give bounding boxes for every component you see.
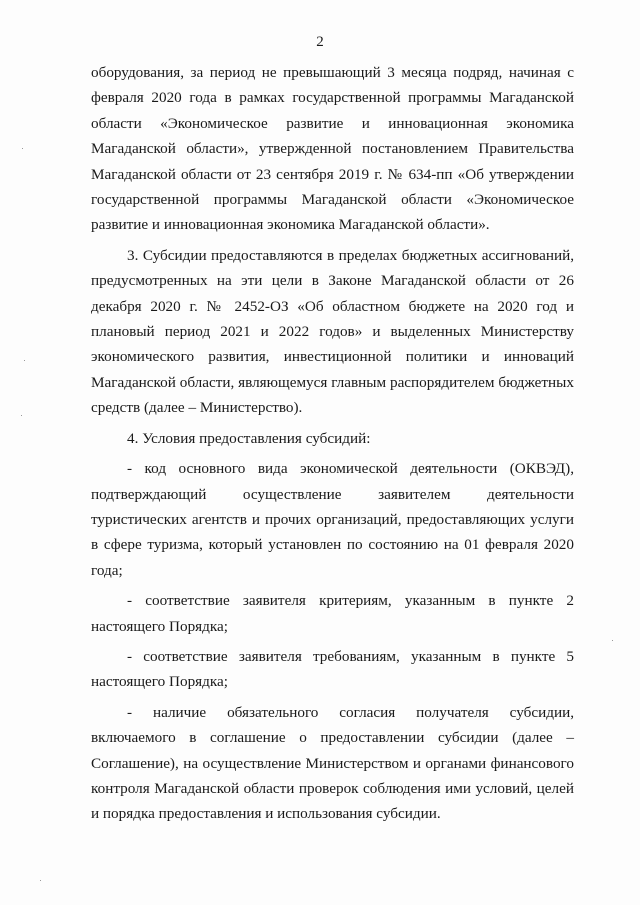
list-item-consent: - наличие обязательного согласия получателя субсидии, включаемого в соглашение о предоставлении субсидии (далее – Соглашение), на осуществление Министерством и органами финансового контроля Магаданской области проверок соблюдения ими условий, целей и порядка предоставления и использования субсидии. — [91, 703, 574, 823]
scan-speck — [612, 640, 613, 641]
list-item-okved: - код основного вида экономической деятельности (ОКВЭД), подтверждающий осуществление заявителем деятельности туристических агентств и прочих организаций, предоставляющих услуги в сфере туризма, который установлен по состоянию на 01 февраля 2020 года; — [91, 460, 574, 579]
scan-speck — [21, 415, 22, 416]
scan-speck — [40, 880, 41, 881]
document-body — [91, 60, 574, 827]
list-item-requirements: - соответствие заявителя требованиям, указанным в пункте 5 настоящего Порядка; — [91, 647, 574, 691]
scan-speck — [22, 148, 23, 149]
paragraph-clause-4-heading: 4. Условия предоставления субсидий: — [127, 429, 371, 447]
paragraph-clause-3: 3. Субсидии предоставляются в пределах бюджетных ассигнований, предусмотренных на эти цели в Законе Магаданской области от 26 декабря 2020 г. № 2452-ОЗ «Об областном бюджете на 2020 год и плановый период 2021 и 2022 годов» и выделенных Министерству экономического развития, инвестиционной политики и инноваций Магаданской области, являющемуся главным распорядителем бюджетных средств (далее – Министерство). — [91, 246, 574, 417]
scan-speck — [24, 360, 25, 361]
page-number: 2 — [316, 34, 324, 50]
paragraph-continuation: оборудования, за период не превышающий 3 месяца подряд, начиная с февраля 2020 года в рамках государственной программы Магаданской области «Экономическое развитие и инновационная экономика Магаданской области», утвержденной постановлением Правительства Магаданской области от 23 сентября 2019 г. № 634-пп «Об утверждении государственной программы Магаданской области «Экономическое развитие и инновационная экономика Магаданской области». — [91, 64, 574, 234]
list-item-criteria: - соответствие заявителя критериям, указанным в пункте 2 настоящего Порядка; — [91, 592, 574, 635]
